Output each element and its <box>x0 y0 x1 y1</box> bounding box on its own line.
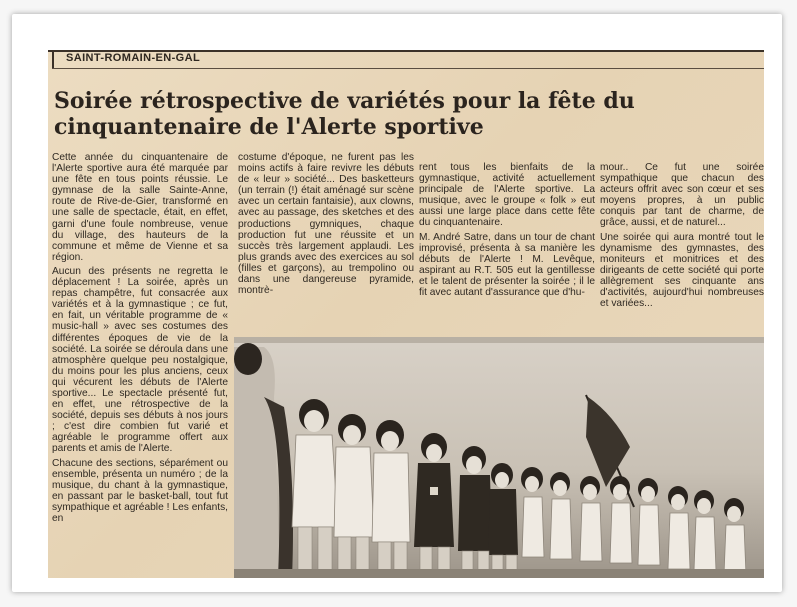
paragraph: mour.. Ce fut une soirée sympathique que chacun des acteurs offrit avec son cœur et ses moyens propres, à un public conquis par tant de charme, de grâce, aussi, et de naturel... <box>600 162 764 229</box>
article-headline: Soirée rétrospective de variétés pour la fête du cinquantenaire de l'Alerte sportive <box>54 88 635 140</box>
article-column-2 <box>238 152 414 334</box>
group-photo <box>234 337 764 578</box>
article-column-1 <box>52 152 228 527</box>
paragraph: Cette année du cinquantenaire de l'Alerte sportive aura été marquée par une fête en tous points réussie. Le gymnase de la salle Sainte-Anne, route de Rive-de-Gier, transformé en une salle de spectacle, était, en effet, garni d'une foule nombreuse, venue du village, des hauteurs de la commune et même de Vienne et sa région. <box>52 152 228 263</box>
paragraph: rent tous les bienfaits de la gymnastique, activité actuellement principale de l'Alerte sportive. La musique, avec le groupe « folk » eut aussi une large place dans cette fête du cinquantenaire. <box>419 162 595 229</box>
article-column-4 <box>600 162 764 312</box>
article-column-3 <box>419 162 595 334</box>
section-rule <box>52 68 764 69</box>
paragraph: Une soirée qui aura montré tout le dynamisme des gymnastes, des moniteurs et monitrices et des dirigeants de cette société qui porte allègrement ses cinquante ans d'activités, aujourd'hui nombreuses et variées... <box>600 231 764 310</box>
paragraph: Aucun des présents ne regretta le déplacement ! La soirée, après un repas champêtre, fut consacrée aux variétés et à la gymnastique ; ce fut, en fait, un véritable programme de « music-hall » avec ses costumes des différentes époques de vie de la société. La soirée se déroula dans une atmosphère quelque peu nostalgique, du moins pour les plus anciens, ceux qui vécurent les débuts de l'Alerte sportive... Le spectacle présenté fut, en effet, une rétrospective de la société, depuis ses débuts à nos jours ; c'est dire combien fut varié et agréable le programme offert aux parents et amis de l'Alerte. <box>52 265 228 455</box>
paragraph: M. André Satre, dans un tour de chant improvisé, présenta à sa manière les débuts de l'Alerte ! M. Levêque, aspirant au R.T. 505 eut la gentillesse et le talent de présenter la soirée ; il le fit avec autant d'assurance que d'hu- <box>419 231 595 299</box>
paragraph: costume d'époque, ne furent pas les moins actifs à faire revivre les débuts de « leur » société... Des basketteurs (un terrain (!) était aménagé sur scène avec un certain fantaisie), aux clowns, avec au passage, des sketches et des productions gymniques, chaque production fut une réussite et un succès très largement applaudi. Les plus grands avec des exercices au sol (filles et garçons), au trempolino ou dans une dangereuse pyramide, montrè- <box>238 152 414 297</box>
section-heading: SAINT-ROMAIN-EN-GAL <box>66 52 201 64</box>
newspaper-clipping <box>48 50 764 578</box>
paragraph: Chacune des sections, séparément ou ensemble, présenta un numéro ; de la musique, du chant à la gymnastique, en passant par le basket-ball, tout fut sympathique et agréable ! Les enfants, en <box>52 457 228 524</box>
clipping-frame <box>12 14 782 592</box>
section-bar <box>52 50 54 68</box>
